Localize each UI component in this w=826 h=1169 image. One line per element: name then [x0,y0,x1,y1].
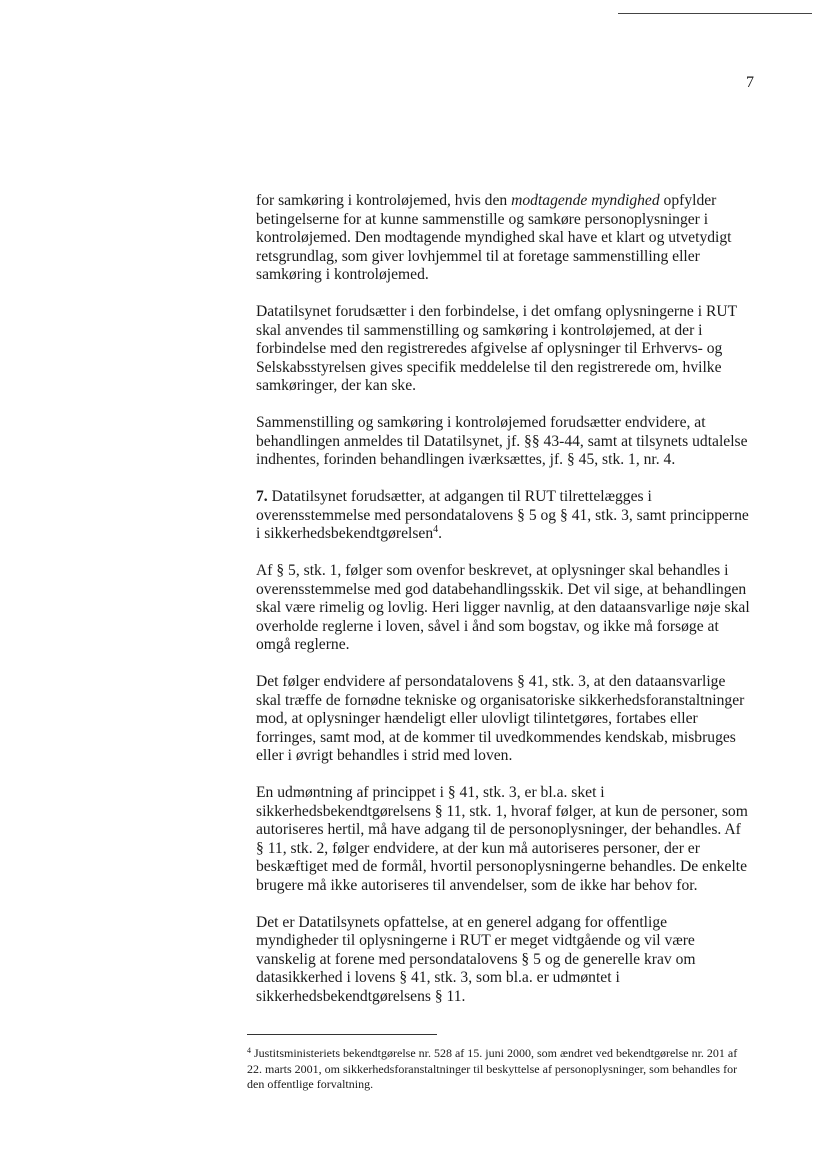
section-number: 7. [256,488,268,505]
footnote-text: Justitsministeriets bekendtgørelse nr. 528 af 15. juni 2000, som ændret ved bekendtgørelse nr. 201 af 22. marts 2001, om sikkerhedsforanstaltninger til beskyttelse af personoplysninger, som behandles for den offentlige forvaltning. [247,1046,738,1091]
paragraph-8: Det er Datatilsynets opfattelse, at en generel adgang for offentlige myndigheder til oplysningerne i RUT er meget vidtgående og vil være vanskelig at forene med persondatalovens § 5 og de generelle krav om datasikkerhed i lovens § 41, stk. 3, som bl.a. er udmøntet i sikkerhedsbekendtgørelsens § 11. [256,913,696,1005]
footnote-marker: 4 [247,1046,251,1055]
page-number: 7 [746,74,754,91]
paragraph-7: En udmøntning af princippet i § 41, stk. 3, er bl.a. sket i sikkerhedsbekendtgørelsens § 11, stk. 1, hvoraf følger, at kun de personer, som autoriseres hertil, må have adgang til de personoplysninger, der behandles. Af § 11, stk. 2, følger endvidere, at der kun må autoriseres personer, der er beskæftiget med de formål, hvortil personoplysningerne behandles. De enkelte brugere må ikke autoriseres til anvendelser, som de ikke har behov for. [256,784,748,894]
header-rule [618,13,812,14]
paragraph-1-start: for samkøring i kontroløjemed, hvis den [256,192,512,209]
paragraph-4 [256,488,752,544]
footnote [247,1046,747,1093]
document-body [256,192,752,1025]
paragraph-1-emphasis: modtagende myndighed [511,192,660,209]
footnote-reference[interactable]: 4 [433,524,439,535]
paragraph-6: Det følger endvidere af persondatalovens § 41, stk. 3, at den dataansvarlige skal træffe de fornødne tekniske og organisatoriske sikkerhedsforanstaltninger mod, at oplysninger hændeligt eller ulovligt tilintetgøres, fortabes eller forringes, samt mod, at de kommer til uvedkommendes kendskab, misbruges eller i øvrigt behandles i strid med loven. [256,673,745,764]
paragraph-5: Af § 5, stk. 1, følger som ovenfor beskrevet, at oplysninger skal behandles i overensstemmelse med god databehandlingsskik. Det vil sige, at behandlingen skal være rimelig og lovlig. Heri ligger navnlig, at den dataansvarlige nøje skal overholde reglerne i loven, såvel i ånd som bogstav, og ikke må forsøge at omgå reglerne. [256,562,750,653]
paragraph-4-text: Datatilsynet forudsætter, at adgangen til RUT tilrettelægges i overensstemmelse med persondatalovens § 5 og § 41, stk. 3, samt principperne i sikkerhedsbekendtgørelsen [256,488,749,542]
paragraph-4-end: . [438,525,443,542]
paragraph-3: Sammenstilling og samkøring i kontroløjemed forudsætter endvidere, at behandlingen anmeldes til Datatilsynet, jf. §§ 43-44, samt at tilsynets udtalelse indhentes, forinden behandlingen iværksættes, jf. § 45, stk. 1, nr. 4. [256,414,748,468]
footnote-separator [247,1034,437,1035]
paragraph-1 [256,192,752,285]
paragraph-1-end: opfylder betingelserne for at kunne sammenstille og samkøre personoplysninger i kontroløjemed. Den modtagende myndighed skal have et klart og utvetydigt retsgrundlag, som giver lovhjemmel til at foretage sammenstilling eller samkøring i kontroløjemed. [256,192,732,283]
paragraph-2: Datatilsynet forudsætter i den forbindelse, i det omfang oplysningerne i RUT skal anvendes til sammenstilling og samkøring i kontroløjemed, at der i forbindelse med den registreredes afgivelse af oplysninger til Erhvervs- og Selskabsstyrelsen gives specifik meddelelse til den registrerede om, hvilke samkøringer, der kan ske. [256,303,737,394]
